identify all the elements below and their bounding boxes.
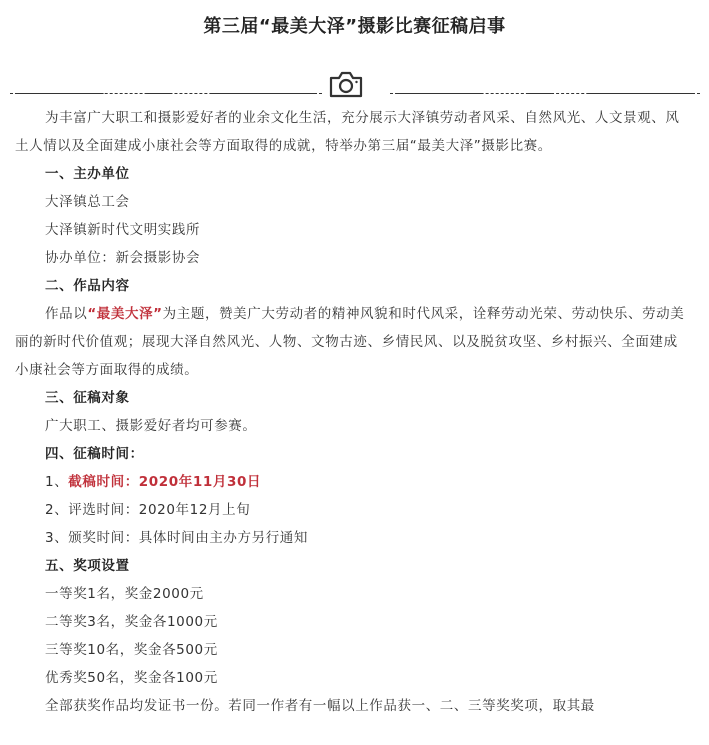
section-heading-audience: 三、征稿对象 xyxy=(45,390,130,406)
section-heading-schedule: 四、征稿时间： xyxy=(45,446,144,462)
award-item: 一等奖1名，奖金2000元 xyxy=(45,586,204,602)
schedule-item: 3、颁奖时间：具体时间由主办方另行通知 xyxy=(45,530,308,546)
award-item: 优秀奖50名，奖金各100元 xyxy=(45,670,218,686)
award-item: 二等奖3名，奖金各1000元 xyxy=(45,614,218,630)
section-heading-awards: 五、奖项设置 xyxy=(45,558,130,574)
intro-paragraph: 为丰富广大职工和摄影爱好者的业余文化生活，充分展示大泽镇劳动者风采、自然风光、人文景观、风土人情以及全面建成小康社会等方面取得的成就，特举办第三届“最美大泽”摄影比赛。 xyxy=(15,110,680,154)
awards-note: 全部获奖作品均发证书一份。若同一作者有一幅以上作品获一、二、三等奖奖项，取其最 xyxy=(45,698,595,714)
deadline-text: 截稿时间：2020年11月30日 xyxy=(68,474,262,490)
section-divider xyxy=(10,66,700,102)
content-paragraph xyxy=(15,300,685,384)
audience-text: 广大职工、摄影爱好者均可参赛。 xyxy=(45,418,257,434)
article-body xyxy=(15,104,685,720)
section-heading-organizer: 一、主办单位 xyxy=(45,166,130,182)
deadline-item xyxy=(15,468,685,496)
page-title: 第三届“最美大泽”摄影比赛征稿启事 xyxy=(203,16,506,37)
divider-line-left xyxy=(10,93,322,94)
theme-highlight: “最美大泽” xyxy=(87,306,163,322)
content-suffix: 为主题，赞美广大劳动者的精神风貌和时代风采，诠释劳动光荣、劳动快乐、劳动美丽的新时代价值观；展现大泽自然风光、人物、文物古迹、乡情民风、以及脱贫攻坚、乡村振兴、全面建成小康社会等方面取得的成绩。 xyxy=(15,306,685,378)
organizer-item: 大泽镇总工会 xyxy=(45,194,130,210)
schedule-item: 2、评选时间：2020年12月上旬 xyxy=(45,502,251,518)
deadline-prefix: 1、 xyxy=(45,474,69,490)
content-prefix: 作品以 xyxy=(45,306,88,322)
award-item: 三等奖10名，奖金各500元 xyxy=(45,642,218,658)
camera-icon xyxy=(328,69,364,99)
divider-line-right xyxy=(390,93,700,94)
organizer-item: 协办单位：新会摄影协会 xyxy=(45,250,201,266)
organizer-item: 大泽镇新时代文明实践所 xyxy=(45,222,201,238)
section-heading-content: 二、作品内容 xyxy=(45,278,130,294)
